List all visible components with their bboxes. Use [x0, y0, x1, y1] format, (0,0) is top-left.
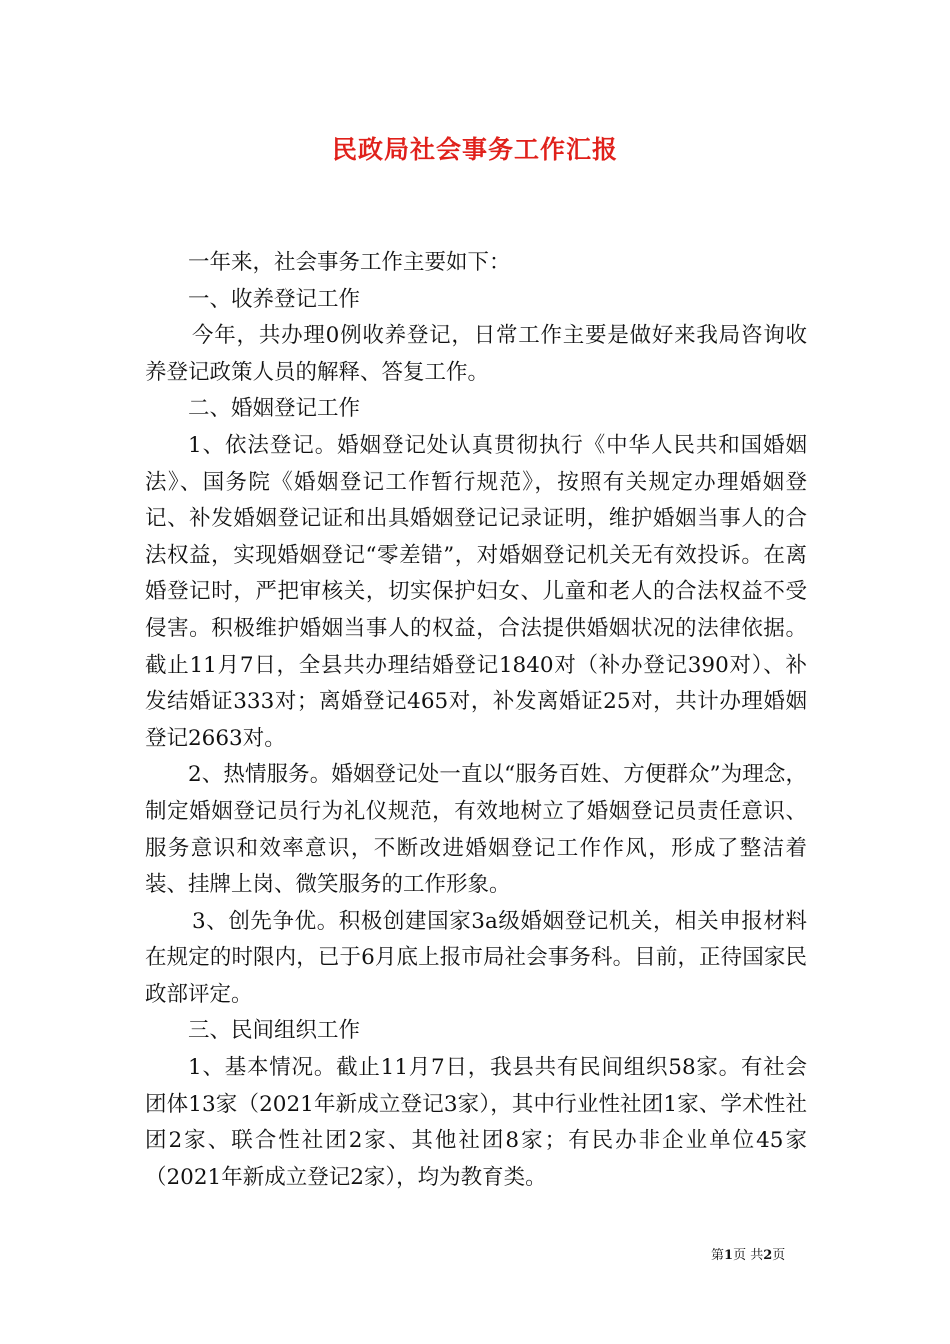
page-number-footer	[711, 1247, 821, 1265]
footer-prefix: 第	[711, 1248, 725, 1263]
adoption-paragraph: 今年，共办理0例收养登记，日常工作主要是做好来我局咨询收养登记政策人员的解释、答复工作。	[145, 323, 807, 385]
intro-paragraph: 一年来，社会事务工作主要如下：	[188, 250, 511, 275]
marriage-service-paragraph: 2、热情服务。婚姻登记处一直以“服务百姓、方便群众”为理念，制定婚姻登记员行为礼仪规范，有效地树立了婚姻登记员责任意识、服务意识和效率意识，不断改进婚姻登记工作作风，形成了整洁着装、挂牌上岗、微笑服务的工作形象。	[145, 762, 807, 898]
footer-current-page: 1	[724, 1248, 734, 1263]
section-heading-adoption: 一、收养登记工作	[188, 286, 361, 312]
marriage-lawful-registration-paragraph: 1、依法登记。婚姻登记处认真贯彻执行《中华人民共和国婚姻法》、国务院《婚姻登记工作暂行规范》，按照有关规定办理婚姻登记、补发婚姻登记证和出具婚姻登记记录证明，维护婚姻当事人的合法权益，实现婚姻登记“零差错”，对婚姻登记机关无有效投诉。在离婚登记时，严把审核关，切实保护妇女、儿童和老人的合法权益不受侵害。积极维护婚姻当事人的权益，合法提供婚姻状况的法律依据。截止11月7日，全县共办理结婚登记1840对（补办登记390对）、补发结婚证333对；离婚登记465对，补发离婚证25对，共计办理婚姻登记2663对。	[145, 432, 807, 751]
footer-suffix: 页	[772, 1248, 786, 1263]
marriage-excellence-paragraph: 3、创先争优。积极创建国家3a级婚姻登记机关，相关申报材料在规定的时限内，已于6月底上报市局社会事务科。目前，正待国家民政部评定。	[145, 908, 807, 1007]
footer-total-pages: 2	[763, 1248, 773, 1263]
civil-organizations-overview-paragraph: 1、基本情况。截止11月7日，我县共有民间组织58家。有社会团体13家（2021年新成立登记3家），其中行业性社团1家、学术性社团2家、联合性社团2家、其他社团8家；有民办非企业单位45家（2021年新成立登记2家），均为教育类。	[145, 1055, 807, 1190]
document-title: 民政局社会事务工作汇报	[331, 135, 618, 164]
section-heading-civil-organizations: 三、民间组织工作	[188, 1018, 361, 1044]
document-body	[145, 245, 807, 1196]
footer-middle: 页 共	[733, 1248, 764, 1263]
section-heading-marriage: 二、婚姻登记工作	[188, 396, 361, 422]
